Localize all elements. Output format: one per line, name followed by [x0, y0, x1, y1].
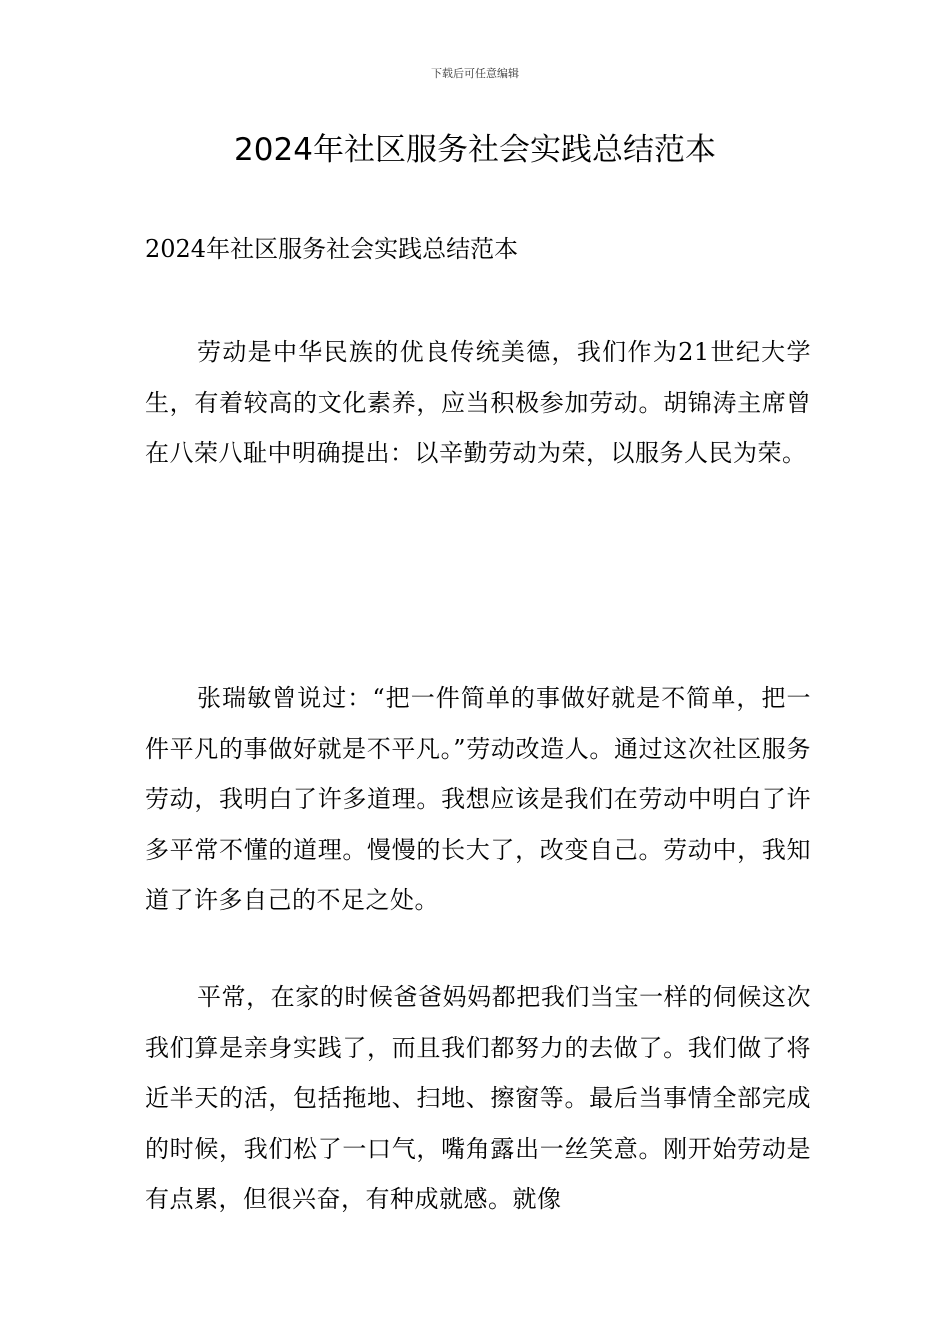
body-paragraph-3: 平常，在家的时候爸爸妈妈都把我们当宝一样的伺候这次我们算是亲身实践了，而且我们都努力的去做了。我们做了将近半天的活，包括拖地、扫地、擦窗等。最后当事情全部完成的时候，我们松了一口气，嘴角露出一丝笑意。刚开始劳动是有点累，但很兴奋，有种成就感。就像 [145, 983, 811, 1213]
body-paragraph-1: 劳动是中华民族的优良传统美德，我们作为21世纪大学生，有着较高的文化素养，应当积极参加劳动。胡锦涛主席曾在八荣八耻中明确提出：以辛勤劳动为荣，以服务人民为荣。 [145, 338, 811, 467]
header-note: 下载后可任意编辑 [431, 67, 519, 80]
document-title: 2024年社区服务社会实践总结范本 [234, 132, 716, 168]
body-paragraph-2: 张瑞敏曾说过：“把一件简单的事做好就是不简单，把一件平凡的事做好就是不平凡。”劳动改造人。通过这次社区服务劳动，我明白了许多道理。我想应该是我们在劳动中明白了许多平常不懂的道理。慢慢的长大了，改变自己。劳动中，我知道了许多自己的不足之处。 [145, 684, 811, 914]
document-subtitle: 2024年社区服务社会实践总结范本 [145, 235, 519, 263]
